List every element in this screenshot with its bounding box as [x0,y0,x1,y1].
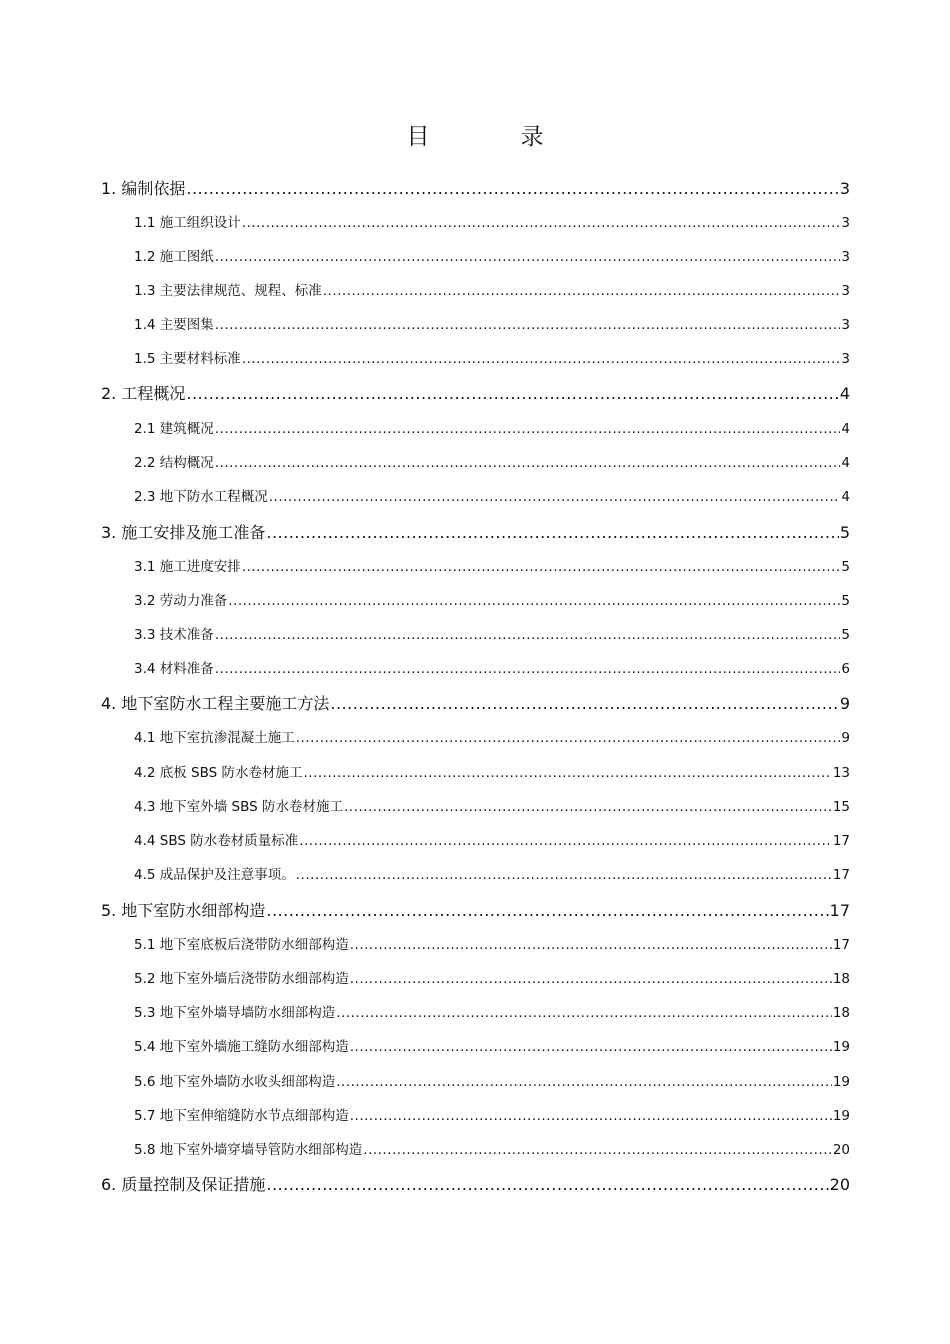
toc-subsection-entry[interactable] [134,1104,850,1124]
toc-dot-leader [215,627,841,643]
toc-entry-label: 3.1 施工进度安排 [134,559,241,575]
toc-entry-label: 3.3 技术准备 [134,627,214,643]
toc-section-entry[interactable] [101,691,850,714]
toc-page-number: 13 [832,765,850,781]
toc-dot-leader [266,901,828,920]
toc-page-number: 3 [841,215,850,231]
toc-entry-label: 2. 工程概况 [101,384,186,403]
toc-page-number: 4 [839,384,850,403]
toc-section-entry[interactable] [101,1172,850,1195]
toc-dot-leader [336,1074,832,1090]
toc-entry-label: 4.4 SBS 防水卷材质量标准 [134,833,299,849]
toc-page-number: 19 [832,1039,850,1055]
toc-dot-leader [350,971,832,987]
toc-entry-label: 1.3 主要法律规范、规程、标准 [134,283,322,299]
toc-page-number: 4 [841,489,850,505]
toc-title: 目 录 [406,124,578,150]
toc-entry-label: 3.4 材料准备 [134,661,214,677]
toc-dot-leader [215,249,841,265]
toc-dot-leader [242,559,841,575]
toc-page-number: 9 [841,730,850,746]
toc-dot-leader [269,489,841,505]
toc-subsection-entry[interactable] [134,417,850,437]
toc-page-number: 3 [841,317,850,333]
toc-dot-leader [215,317,841,333]
toc-dot-leader [299,833,832,849]
toc-dot-leader [215,661,841,677]
toc-dot-leader [344,799,832,815]
toc-section-entry[interactable] [101,381,850,404]
toc-dot-leader [350,1108,832,1124]
toc-dot-leader [266,523,838,542]
toc-page-number: 17 [832,937,850,953]
toc-subsection-entry[interactable] [134,761,850,781]
toc-subsection-entry[interactable] [134,589,850,609]
toc-dot-leader [242,215,841,231]
toc-dot-leader [296,867,832,883]
toc-entry-label: 5.1 地下室底板后浇带防水细部构造 [134,937,349,953]
toc-dot-leader [186,179,838,198]
toc-dot-leader [363,1142,832,1158]
toc-entry-label: 5.6 地下室外墙防水收头细部构造 [134,1074,336,1090]
toc-dot-leader [350,937,832,953]
toc-page-number: 4 [841,455,850,471]
toc-entry-label: 1.5 主要材料标准 [134,351,241,367]
toc-entry-label: 5. 地下室防水细部构造 [101,901,266,920]
toc-page-number: 19 [832,1108,850,1124]
toc-page-number: 3 [839,179,850,198]
toc-entry-label: 4.1 地下室抗渗混凝土施工 [134,730,295,746]
toc-section-entry[interactable] [101,898,850,921]
toc-page-number: 20 [832,1142,850,1158]
toc-entry-label: 6. 质量控制及保证措施 [101,1175,266,1194]
toc-subsection-entry[interactable] [134,829,850,849]
toc-page-number: 17 [832,833,850,849]
toc-subsection-entry[interactable] [134,485,850,505]
toc-entry-label: 4. 地下室防水工程主要施工方法 [101,694,330,713]
toc-subsection-entry[interactable] [134,451,850,471]
toc-entry-label: 1.2 施工图纸 [134,249,214,265]
toc-dot-leader [330,694,838,713]
toc-entry-label: 2.1 建筑概况 [134,421,214,437]
toc-page-number: 3 [841,249,850,265]
toc-dot-leader [186,384,838,403]
toc-page-number: 17 [832,867,850,883]
toc-entry-label: 3.2 劳动力准备 [134,593,228,609]
toc-page-number: 4 [841,421,850,437]
toc-entry-label: 3. 施工安排及施工准备 [101,523,266,542]
toc-dot-leader [296,730,841,746]
toc-entry-label: 5.7 地下室伸缩缝防水节点细部构造 [134,1108,349,1124]
toc-subsection-entry[interactable] [134,1001,850,1021]
toc-subsection-entry[interactable] [134,211,850,231]
toc-dot-leader [228,593,840,609]
toc-subsection-entry[interactable] [134,279,850,299]
toc-page-number: 18 [832,1005,850,1021]
toc-entry-label: 4.5 成品保护及注意事项。 [134,867,295,883]
toc-page-number: 3 [841,351,850,367]
toc-page-number: 15 [832,799,850,815]
toc-page-number: 9 [839,694,850,713]
toc-subsection-entry[interactable] [134,863,850,883]
toc-dot-leader [215,421,841,437]
toc-entry-label: 2.2 结构概况 [134,455,214,471]
toc-dot-leader [336,1005,832,1021]
toc-subsection-entry[interactable] [134,555,850,575]
toc-section-entry[interactable] [101,520,850,543]
toc-page-number: 18 [832,971,850,987]
toc-page-number: 20 [829,1175,850,1194]
toc-subsection-entry[interactable] [134,726,850,746]
toc-page-number: 5 [839,523,850,542]
toc-entry-label: 1.1 施工组织设计 [134,215,241,231]
toc-page-number: 6 [841,661,850,677]
toc-dot-leader [215,455,841,471]
toc-entry-label: 4.2 底板 SBS 防水卷材施工 [134,765,303,781]
toc-subsection-entry[interactable] [134,623,850,643]
toc-subsection-entry[interactable] [134,347,850,367]
toc-page-number: 19 [832,1074,850,1090]
toc-entry-label: 2.3 地下防水工程概况 [134,489,268,505]
toc-entry-label: 5.3 地下室外墙导墙防水细部构造 [134,1005,336,1021]
toc-section-entry[interactable] [101,176,850,199]
toc-dot-leader [242,351,841,367]
toc-entry-label: 4.3 地下室外墙 SBS 防水卷材施工 [134,799,344,815]
toc-dot-leader [266,1175,828,1194]
toc-subsection-entry[interactable] [134,657,850,677]
toc-subsection-entry[interactable] [134,313,850,333]
toc-entry-label: 5.8 地下室外墙穿墙导管防水细部构造 [134,1142,363,1158]
toc-subsection-entry[interactable] [134,1070,850,1090]
toc-subsection-entry[interactable] [134,795,850,815]
toc-page-number: 5 [841,559,850,575]
toc-page-number: 3 [841,283,850,299]
toc-subsection-entry[interactable] [134,967,850,987]
toc-entry-label: 1.4 主要图集 [134,317,214,333]
toc-page-number: 5 [841,593,850,609]
toc-dot-leader [323,283,841,299]
toc-page-number: 5 [841,627,850,643]
toc-dot-leader [350,1039,832,1055]
toc-entry-label: 5.4 地下室外墙施工缝防水细部构造 [134,1039,349,1055]
toc-subsection-entry[interactable] [134,245,850,265]
toc-page-number: 17 [829,901,850,920]
toc-entry-label: 1. 编制依据 [101,179,186,198]
toc-subsection-entry[interactable] [134,933,850,953]
toc-dot-leader [304,765,832,781]
toc-subsection-entry[interactable] [134,1138,850,1158]
toc-subsection-entry[interactable] [134,1035,850,1055]
toc-entry-label: 5.2 地下室外墙后浇带防水细部构造 [134,971,349,987]
